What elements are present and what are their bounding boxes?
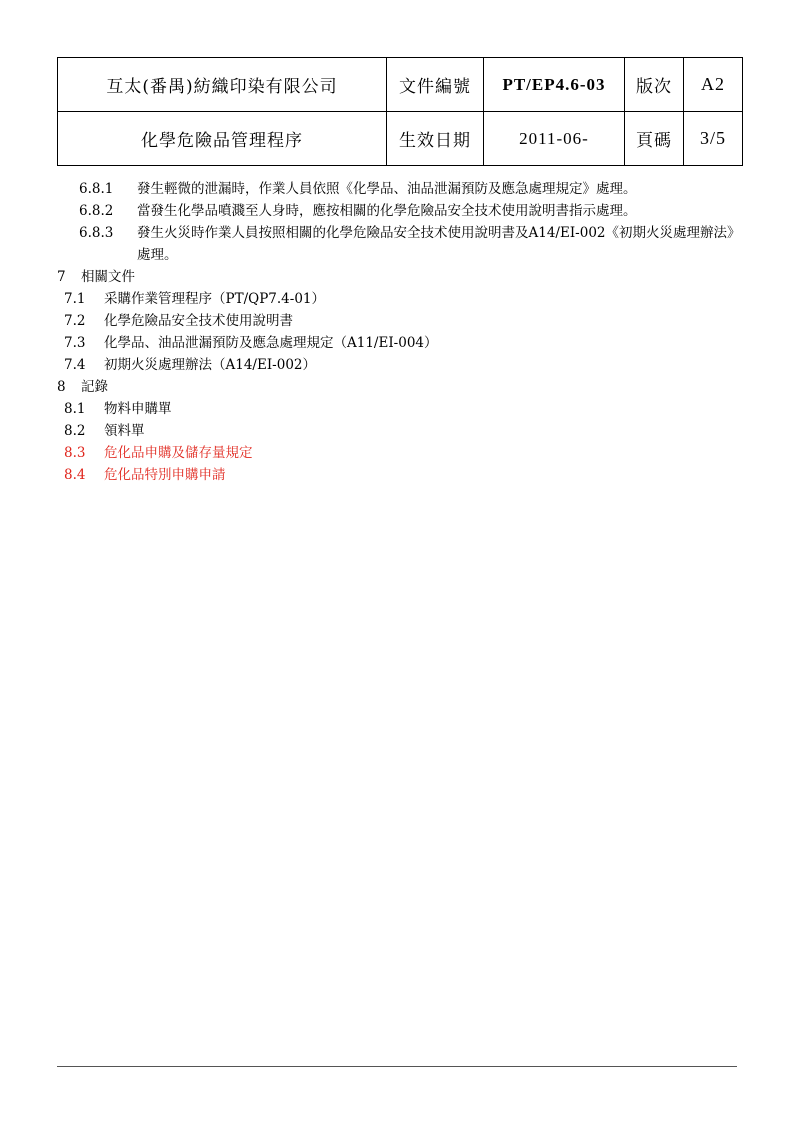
- item-number: 7.3: [64, 335, 86, 351]
- item-number: 7.1: [64, 291, 86, 307]
- section-number: 8: [57, 379, 66, 395]
- section-7-heading: [57, 266, 737, 288]
- item-7-4: [57, 354, 737, 376]
- effective-date-label: 生效日期: [387, 112, 484, 166]
- clause-number: 6.8.1: [79, 181, 114, 197]
- section-8-heading: [57, 376, 737, 398]
- item-7-3: [57, 332, 737, 354]
- item-7-2: [57, 310, 737, 332]
- item-text: 化學品、油品泄漏預防及應急處理規定（A11/EI-004）: [104, 335, 438, 351]
- document-header-table: [57, 57, 743, 166]
- item-number: 8.1: [64, 401, 86, 417]
- document-body: [57, 178, 737, 486]
- item-text: 危化品特別申購申請: [104, 467, 226, 483]
- page-number: 3/5: [684, 112, 743, 166]
- clause-6-8-2: [57, 200, 737, 222]
- item-text: 物料申購單: [104, 401, 172, 417]
- footer-divider: [57, 1066, 737, 1067]
- item-text: 采購作業管理程序（PT/QP7.4-01）: [104, 291, 325, 307]
- clause-number: 6.8.2: [79, 203, 114, 219]
- item-7-1: [57, 288, 737, 310]
- item-number: 8.4: [64, 467, 86, 483]
- item-text: 化學危險品安全技术使用說明書: [104, 313, 293, 329]
- item-text: 領料單: [104, 423, 145, 439]
- item-text: 初期火災處理辦法（A14/EI-002）: [104, 357, 316, 373]
- effective-date: 2011-06-: [484, 112, 625, 166]
- item-number: 7.4: [64, 357, 86, 373]
- page-label: 頁碼: [625, 112, 684, 166]
- clause-text: 當發生化學品噴濺至人身時，應按相關的化學危險品安全技术使用說明書指示處理。: [137, 203, 637, 219]
- clause-6-8-1: [57, 178, 737, 200]
- clause-text: 發生輕微的泄漏時，作業人員依照《化學品、油品泄漏預防及應急處理規定》處理。: [137, 181, 637, 197]
- clause-number: 6.8.3: [79, 225, 114, 241]
- company-name: 互太(番禺)紡織印染有限公司: [58, 58, 387, 112]
- item-number: 8.2: [64, 423, 86, 439]
- item-8-1: [57, 398, 737, 420]
- item-number: 7.2: [64, 313, 86, 329]
- section-title: 相關文件: [81, 269, 135, 285]
- section-number: 7: [57, 269, 66, 285]
- clause-text: 發生火災時作業人員按照相關的化學危險品安全技术使用說明書及A14/EI-002《初期火災處理辦法》處理。: [137, 225, 734, 263]
- clause-6-8-3: [57, 222, 737, 266]
- item-text: 危化品申購及儲存量規定: [104, 445, 253, 461]
- item-8-4: [57, 464, 737, 486]
- document-title: 化學危險品管理程序: [58, 112, 387, 166]
- version-value: A2: [684, 58, 743, 112]
- doc-number-label: 文件編號: [387, 58, 484, 112]
- doc-number: PT/EP4.6-03: [484, 58, 625, 112]
- item-8-2: [57, 420, 737, 442]
- version-label: 版次: [625, 58, 684, 112]
- section-title: 記錄: [81, 379, 108, 395]
- item-number: 8.3: [64, 445, 86, 461]
- item-8-3: [57, 442, 737, 464]
